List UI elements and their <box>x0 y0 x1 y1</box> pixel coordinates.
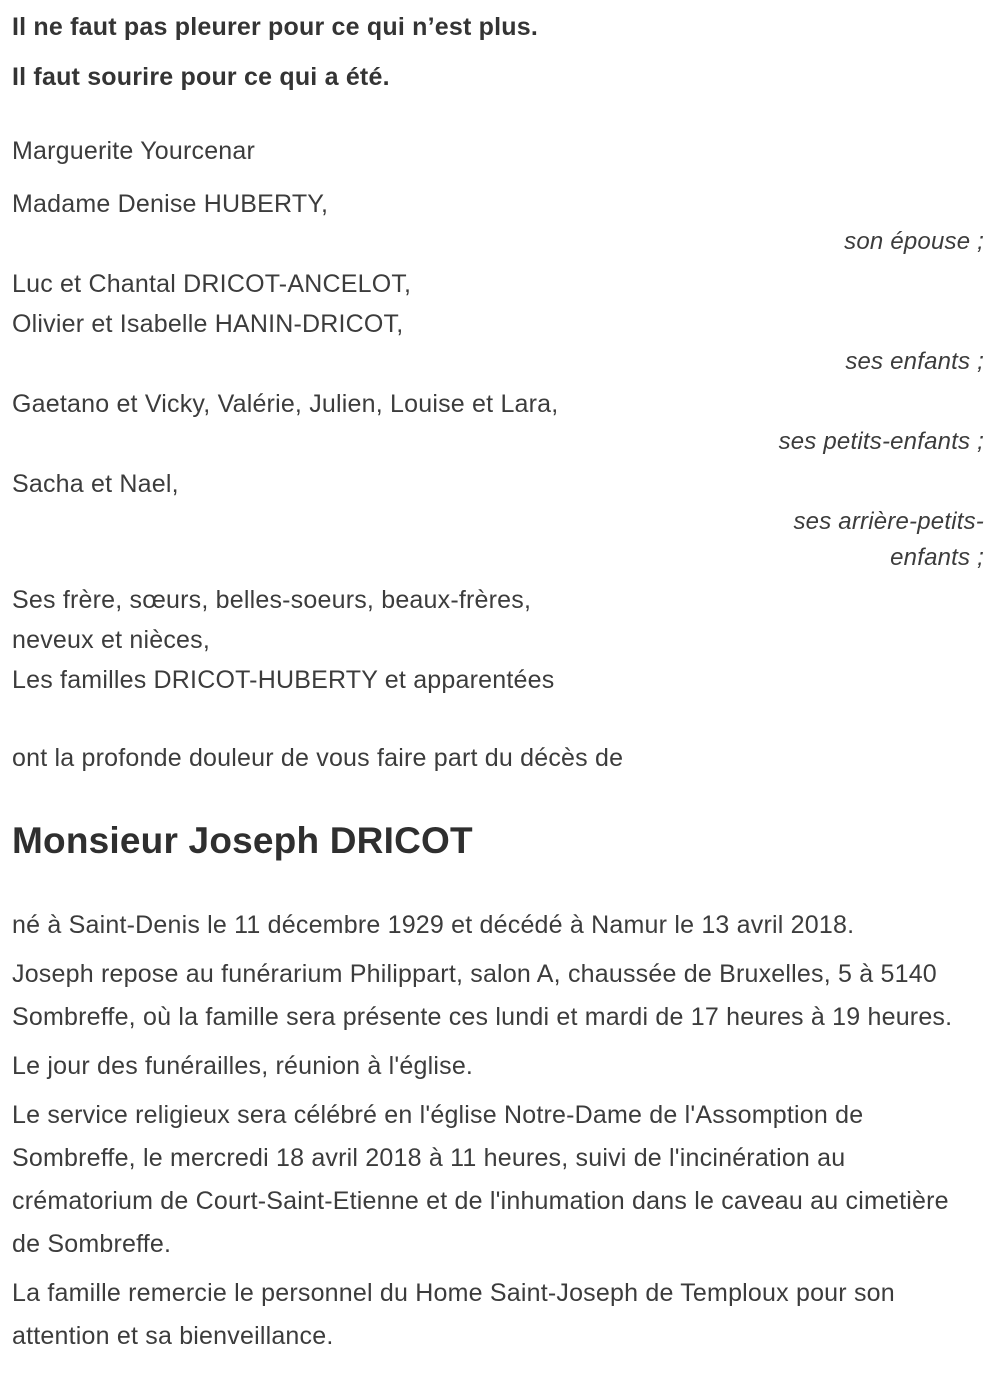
quote-author: Marguerite Yourcenar <box>12 137 256 165</box>
relation-label-spouse: son épouse ; <box>844 228 984 255</box>
deceased-name-heading: Monsieur Joseph DRICOT <box>12 820 473 861</box>
relatives-line-3: Les familles DRICOT-HUBERTY et apparentées <box>12 666 555 694</box>
paragraph-church-meeting: Le jour des funérailles, réunion à l'église. <box>12 1052 474 1080</box>
family-name-spouse: Madame Denise HUBERTY, <box>12 190 329 218</box>
paragraph-funerarium: Joseph repose au funérarium Philippart, salon A, chaussée de Bruxelles, 5 à 5140 Sombreffe, où la famille sera présente ces lundi et mardi de 17 heures à 19 heures. <box>12 960 953 1031</box>
quote-line-1: Il ne faut pas pleurer pour ce qui n’est plus. <box>12 13 538 41</box>
relation-label-great-grandchildren: ses arrière-petits-enfants ; <box>793 508 984 571</box>
paragraph-thanks: La famille remercie le personnel du Home Saint-Joseph de Temploux pour son attention et sa bienveillance. <box>12 1279 895 1350</box>
paragraph-service: Le service religieux sera célébré en l'église Notre-Dame de l'Assomption de Sombreffe, le mercredi 18 avril 2018 à 11 heures, suivi de l'incinération au crématorium de Court-Saint-Etienne et de l'inhumation dans le caveau au cimetière de Sombreffe. <box>12 1101 949 1258</box>
family-name-great-grandchildren: Sacha et Nael, <box>12 470 179 498</box>
quote-line-2: Il faut sourire pour ce qui a été. <box>12 63 390 91</box>
other-relatives <box>12 580 984 700</box>
family-name-grandchildren: Gaetano et Vicky, Valérie, Julien, Louise et Lara, <box>12 390 559 418</box>
relation-label-grandchildren: ses petits-enfants ; <box>778 428 984 455</box>
relation-label-children: ses enfants ; <box>845 348 984 375</box>
paragraph-birth-death: né à Saint-Denis le 11 décembre 1929 et décédé à Namur le 13 avril 2018. <box>12 911 855 939</box>
relatives-line-2: neveux et nièces, <box>12 626 210 654</box>
announcement-text: ont la profonde douleur de vous faire part du décès de <box>12 744 624 772</box>
funeral-details <box>12 904 984 1358</box>
family-name-child-2: Olivier et Isabelle HANIN-DRICOT, <box>12 310 404 338</box>
family-list <box>12 184 984 700</box>
relatives-line-1: Ses frère, sœurs, belles-soeurs, beaux-frères, <box>12 586 532 614</box>
family-name-child-1: Luc et Chantal DRICOT-ANCELOT, <box>12 270 412 298</box>
